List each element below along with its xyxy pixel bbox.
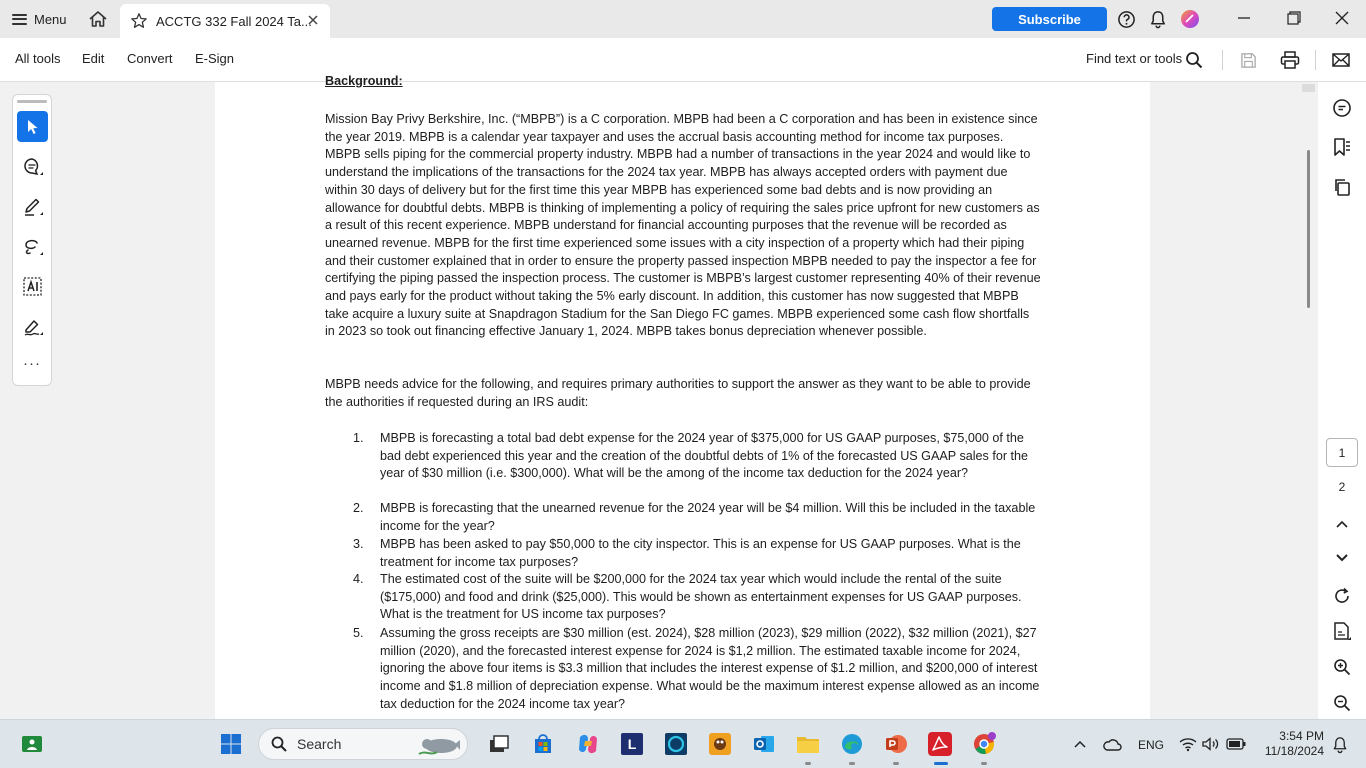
- list-item-number: 4.: [353, 572, 364, 586]
- volume-icon[interactable]: [1199, 732, 1223, 756]
- running-indicator: [849, 762, 855, 765]
- list-item-text: The estimated cost of the suite will be $200,000 for the 2024 tax year which would include the rental of the suite ($175,000) and food and drink ($25,000). This would be shown as entertainment expenses for US GAAP purposes. What is the treatment for US income tax purposes?: [380, 572, 1022, 622]
- chrome-icon[interactable]: [972, 732, 996, 756]
- text-box-icon: [22, 276, 44, 298]
- search-icon[interactable]: [1182, 48, 1206, 72]
- window-close-icon[interactable]: [1330, 7, 1354, 29]
- alexa-icon[interactable]: [664, 732, 688, 756]
- list-item-number: 3.: [353, 537, 364, 551]
- find-text-or-tools[interactable]: Find text or tools: [1086, 51, 1183, 66]
- list-item-number: 2.: [353, 501, 364, 515]
- desktop-widget-icon[interactable]: [20, 732, 44, 756]
- language-indicator[interactable]: ENG: [1138, 738, 1165, 752]
- notification-bell-icon[interactable]: [1328, 732, 1352, 756]
- e-sign-menu[interactable]: E-Sign: [195, 51, 235, 66]
- star-icon[interactable]: [130, 12, 148, 30]
- refresh-icon[interactable]: [1330, 584, 1354, 608]
- menu-button[interactable]: [12, 8, 67, 30]
- taskbar-search-placeholder: Search: [297, 736, 342, 752]
- list-item-text: Assuming the gross receipts are $30 million (est. 2024), $28 million (2023), $29 million (2022), $32 million (2021), $27 million (2020), and the forecasted interest expense for 2024 is $1,2 million. The estimated taxable income for 2024, ignoring the above four items is $3.3 million that includes the interest expense of $1.2 million, and $200,000 of interest income and $1.8 million of depreciation expense. What would be the maximum interest expense allowed as an income tax deduction for the 2024 income tax year?: [380, 626, 1040, 711]
- active-indicator: [934, 762, 948, 765]
- chevron-up-icon[interactable]: [1330, 512, 1354, 536]
- main-toolbar: [0, 38, 1366, 82]
- task-view-icon[interactable]: [487, 732, 511, 756]
- comment-panel-icon[interactable]: [1330, 96, 1354, 120]
- help-icon[interactable]: [1116, 9, 1136, 29]
- taskbar-search[interactable]: [258, 728, 468, 760]
- file-explorer-icon[interactable]: [796, 732, 820, 756]
- quick-tools-panel: [12, 94, 52, 386]
- list-item-number: 5.: [353, 626, 364, 640]
- chevron-up-icon[interactable]: [1068, 732, 1092, 756]
- mail-icon[interactable]: [1329, 48, 1353, 72]
- copilot-icon[interactable]: [576, 732, 600, 756]
- section-heading: Background:: [325, 74, 403, 88]
- edit-menu[interactable]: Edit: [82, 51, 105, 66]
- running-indicator: [981, 762, 987, 765]
- home-button[interactable]: [86, 8, 110, 30]
- pen-icon: [22, 196, 44, 218]
- bookmark-icon[interactable]: [1330, 135, 1354, 159]
- vertical-scrollbar[interactable]: [1300, 82, 1317, 719]
- subscribe-button[interactable]: Subscribe: [992, 7, 1107, 31]
- current-page-number[interactable]: 1: [1326, 438, 1358, 467]
- signature-icon: [22, 316, 44, 338]
- background-paragraph: Mission Bay Privy Berkshire, Inc. (“MBPB”) is a C corporation. MBPB had been a C corporation and has been in existence since the year 2019. MBPB is a calendar year taxpayer and uses the accrual basis accounting method for income tax purposes. MBPB sells piping for the commercial property industry. MBPB had a number of transactions in the year 2024 and would like to understand the implications of the transactions for the 2024 tax year. MBPB has always accepted orders with payment due within 30 days of delivery but for the first time this year MBPB has experienced some bad debts and is now providing an allowance for doubtful debts. MBPB is thinking of implementing a policy of requiring the sales price upfront for new customers as a result of this recent experience. MBPB understand for financial accounting purposes that the revenue will be recorded as unearned revenue. MBPB for the first time experienced some issues with a city inspection of a property which had their piping and their customer explained that in order to ensure the property passed inspection MBPB needed to pay the inspector a fee for certifying the piping passed the inspection process. The customer is MBPB’s largest customer representing 40% of their revenue and pays early for the product without taking the 5% early discount. In addition, this customer has now suggested that MBPB take acquire a luxury suite at Snapdragon Stadium for the San Diego FC games. MBPB experienced some cash flow shortfalls in 2023 so took out financing effective January 1, 2024. MBPB takes bonus depreciation whenever possible.: [325, 112, 1041, 339]
- restore-icon[interactable]: [1282, 7, 1306, 29]
- onedrive-icon[interactable]: [1100, 732, 1124, 756]
- chevron-down-icon[interactable]: [1330, 546, 1354, 570]
- acrobat-icon[interactable]: [928, 732, 952, 756]
- toolbar-divider: [1315, 50, 1316, 70]
- close-icon[interactable]: [306, 13, 320, 27]
- list-item-text: MBPB has been asked to pay $50,000 to the city inspector. This is an expense for US GAAP purposes. What is the treatment for income tax purposes?: [380, 537, 1021, 569]
- fit-page-icon[interactable]: [1330, 619, 1354, 643]
- lasso-icon: [22, 236, 44, 258]
- all-tools-menu[interactable]: All tools: [15, 51, 61, 66]
- select-tool[interactable]: [17, 111, 48, 142]
- list-item-text: MBPB is forecasting that the unearned revenue for the 2024 year will be $4 million. Will this be included in the taxable income for the year?: [380, 501, 1036, 533]
- toolbar-divider: [1222, 50, 1223, 70]
- bell-icon[interactable]: [1148, 9, 1168, 29]
- draw-tool[interactable]: [17, 191, 48, 222]
- panel-grip[interactable]: [17, 100, 47, 103]
- edge-icon[interactable]: [840, 732, 864, 756]
- wifi-icon[interactable]: [1176, 732, 1200, 756]
- zoom-in-icon[interactable]: [1330, 655, 1354, 679]
- zoom-out-icon[interactable]: [1330, 691, 1354, 715]
- document-page: [215, 74, 1150, 719]
- microsoft-store-icon[interactable]: [531, 732, 555, 756]
- list-item-number: 1.: [353, 431, 364, 445]
- tab-title: ACCTG 332 Fall 2024 Ta...: [156, 13, 312, 29]
- outlook-icon[interactable]: [752, 732, 776, 756]
- taskbar: [0, 719, 1366, 768]
- search-highlight-manatee-icon: [417, 732, 461, 758]
- clock-date: 11/18/2024: [1264, 744, 1324, 758]
- app-l-icon[interactable]: [620, 732, 644, 756]
- battery-icon[interactable]: [1224, 732, 1248, 756]
- home-icon: [88, 10, 108, 28]
- document-tab[interactable]: [120, 4, 330, 38]
- scroll-up-arrow[interactable]: [1302, 84, 1315, 92]
- next-page-number[interactable]: 2: [1338, 480, 1346, 494]
- title-bar: [0, 0, 1366, 38]
- save-icon[interactable]: [1236, 48, 1260, 72]
- hamburger-icon: [12, 14, 27, 25]
- clock-time: 3:54 PM: [1279, 729, 1324, 743]
- windows-start-icon[interactable]: [219, 732, 243, 756]
- search-icon: [271, 736, 287, 752]
- convert-menu[interactable]: Convert: [127, 51, 173, 66]
- comment-tool[interactable]: [17, 151, 48, 182]
- print-icon[interactable]: [1278, 48, 1302, 72]
- right-rail: [1318, 82, 1366, 719]
- ai-assistant-icon[interactable]: [1180, 9, 1200, 29]
- sign-tool[interactable]: [17, 311, 48, 342]
- list-item-text: MBPB is forecasting a total bad debt expense for the 2024 year of $375,000 for US GAAP purposes, $75,000 of the bad debt experienced this year and the creation of the doubtful debts of 1% of the forecasted US GAAP sales for the year of $30 million (i.e. $300,000). What will be the among of the income tax deduction for the 2024 year?: [380, 431, 1029, 481]
- advice-paragraph: MBPB needs advice for the following, and requires primary authorities to support the answer as they want to be able to provide the authorities if requested during an IRS audit:: [325, 377, 1031, 409]
- scroll-thumb[interactable]: [1307, 150, 1310, 308]
- running-indicator: [893, 762, 899, 765]
- running-indicator: [805, 762, 811, 765]
- system-clock[interactable]: [1256, 729, 1324, 759]
- minimize-icon[interactable]: [1232, 7, 1256, 29]
- text-recognition-tool[interactable]: [17, 271, 48, 302]
- powerpoint-icon[interactable]: [884, 732, 908, 756]
- app-l-letter: L: [627, 736, 637, 752]
- comment-icon: [22, 156, 44, 178]
- freehand-tool[interactable]: [17, 231, 48, 262]
- cursor-icon: [26, 119, 40, 135]
- more-tools-icon[interactable]: ···: [23, 355, 41, 372]
- menu-label: Menu: [34, 11, 67, 27]
- copy-pages-icon[interactable]: [1330, 175, 1354, 199]
- game-app-icon[interactable]: [708, 732, 732, 756]
